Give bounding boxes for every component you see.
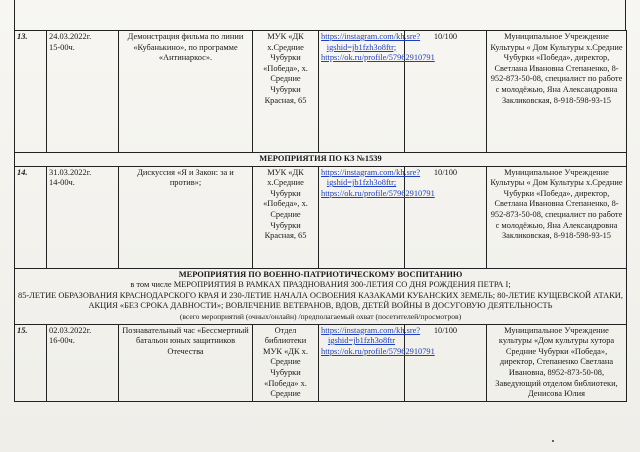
table-row <box>15 31 627 153</box>
table-row <box>15 166 627 268</box>
row-number: 15. <box>15 324 47 401</box>
row-date: 31.03.2022г. <box>49 167 92 177</box>
event-place: Отдел библиотеки МУК «ДК х. Средние Чубурки «Победа» х. Средние <box>253 324 319 401</box>
event-count: 10/100 <box>405 31 487 153</box>
section-subtitle: в том числе МЕРОПРИЯТИЯ В РАМКАХ ПРАЗДНОВАНИЯ 300-ЛЕТИЯ СО ДНЯ РОЖДЕНИЯ ПЕТРА I; <box>130 280 511 290</box>
row-date-cell <box>47 31 119 153</box>
section-title: МЕРОПРИЯТИЯ ПО ВОЕННО-ПАТРИОТИЧЕСКОМУ ВОСПИТАНИЮ <box>178 269 463 279</box>
row-time: 15-00ч. <box>49 42 75 52</box>
table-row <box>15 324 627 401</box>
event-responsible: Муниципальное Учреждение Культуры « Дом Культуры х.Средние Чубурки «Победа», директор, Светлана Ивановна Степаненко, 8-952-873-50-08, специалист по работе с молодёжью, Яна Александровна Закликовская, 8-918-598-93-15 <box>487 166 627 268</box>
event-name: Демонстрация фильма по линии «Кубанькино», по программе «Антинаркос». <box>119 31 253 153</box>
row-date: 02.03.2022г. <box>49 325 92 335</box>
section-title: МЕРОПРИЯТИЯ ПО КЗ №1539 <box>15 153 627 167</box>
ok-profile-link[interactable]: https://ok.ru/profile/57962910791 <box>321 188 435 198</box>
event-place: МУК «ДК х.Средние Чубурки «Победа», х. Средние Чубурки Красная, 65 <box>253 31 319 153</box>
row-number: 14. <box>15 166 47 268</box>
ok-profile-link[interactable]: https://ok.ru/profile/57962910791 <box>321 346 435 356</box>
section-row <box>15 153 627 167</box>
section-row <box>15 268 627 324</box>
event-responsible: Муниципальное Учреждение Культуры « Дом Культуры х.Средние Чубурки «Победа», директор, Светлана Ивановна Степаненко, 8-952-873-50-08, специалист по работе с молодёжью, Яна Александровна Закликовская, 8-918-598-93-15 <box>487 31 627 153</box>
section-block <box>15 268 627 324</box>
event-count: 10/100 <box>405 166 487 268</box>
events-table <box>14 30 627 402</box>
event-name: Дискуссия «Я и Закон: за и против»; <box>119 166 253 268</box>
scan-speck <box>552 440 554 442</box>
row-date-cell <box>47 166 119 268</box>
row-time: 14-00ч. <box>49 178 75 188</box>
instagram-link[interactable]: https://instagram.com/kh.sre?igshid=jb1fzh3o8ftr; <box>321 32 421 52</box>
row-time: 16-00ч. <box>49 336 75 346</box>
event-links <box>319 324 435 401</box>
event-name: Познавательный час «Бессмертный батальон юных защитников Отечества <box>119 324 253 401</box>
section-note: (всего мероприятий (очных/онлайн) /предполагаемый охват (посетителей/просмотров) <box>179 311 462 321</box>
row-date-cell <box>47 324 119 401</box>
ok-profile-link[interactable]: https://ok.ru/profile/57962910791 <box>321 53 435 63</box>
event-links <box>319 166 435 268</box>
event-place: МУК «ДК х.Средние Чубурки «Победа», х. Средние Чубурки Красная, 65 <box>253 166 319 268</box>
section-description: 85-ЛЕТИЕ ОБРАЗОВАНИЯ КРАСНОДАРСКОГО КРАЯ И 230-ЛЕТИЕ НАЧАЛА ОСВОЕНИЯ КАЗАКАМИ КУБАНСКИХ ЗЕМЕЛЬ; 80-ЛЕТИЕ КУЩЕВСКОЙ АТАКИ, АКЦИЯ «БЕЗ СРОКА ДАВНОСТИ»; ВОВЛЕЧЕНИЕ ВЕТЕРАНОВ, ВДОВ, ДЕТЕЙ ВОЙНЫ В ДОСУГОВУЮ ДЕЯТЕЛЬНОСТЬ <box>18 290 623 311</box>
instagram-link[interactable]: https://instagram.com/kh.sre?igshid=jb1fzh3o8ftr <box>321 325 421 346</box>
previous-row-fragment <box>14 0 626 30</box>
event-count: 10/100 <box>405 324 487 401</box>
event-responsible: Муниципальное Учреждение культуры «Дом культуры хутора Средние Чубурки «Победа», директор, Степаненко Светлана Ивановна, 8952-873-50-08, Заведующий отделом библиотеки, Денисова Юлия <box>487 324 627 401</box>
instagram-link[interactable]: https://instagram.com/kh.sre?igshid=jb1fzh3o8ftr; <box>321 167 421 188</box>
row-date: 24.03.2022г. <box>49 32 92 41</box>
row-number: 13. <box>15 31 47 153</box>
event-links <box>319 31 435 153</box>
